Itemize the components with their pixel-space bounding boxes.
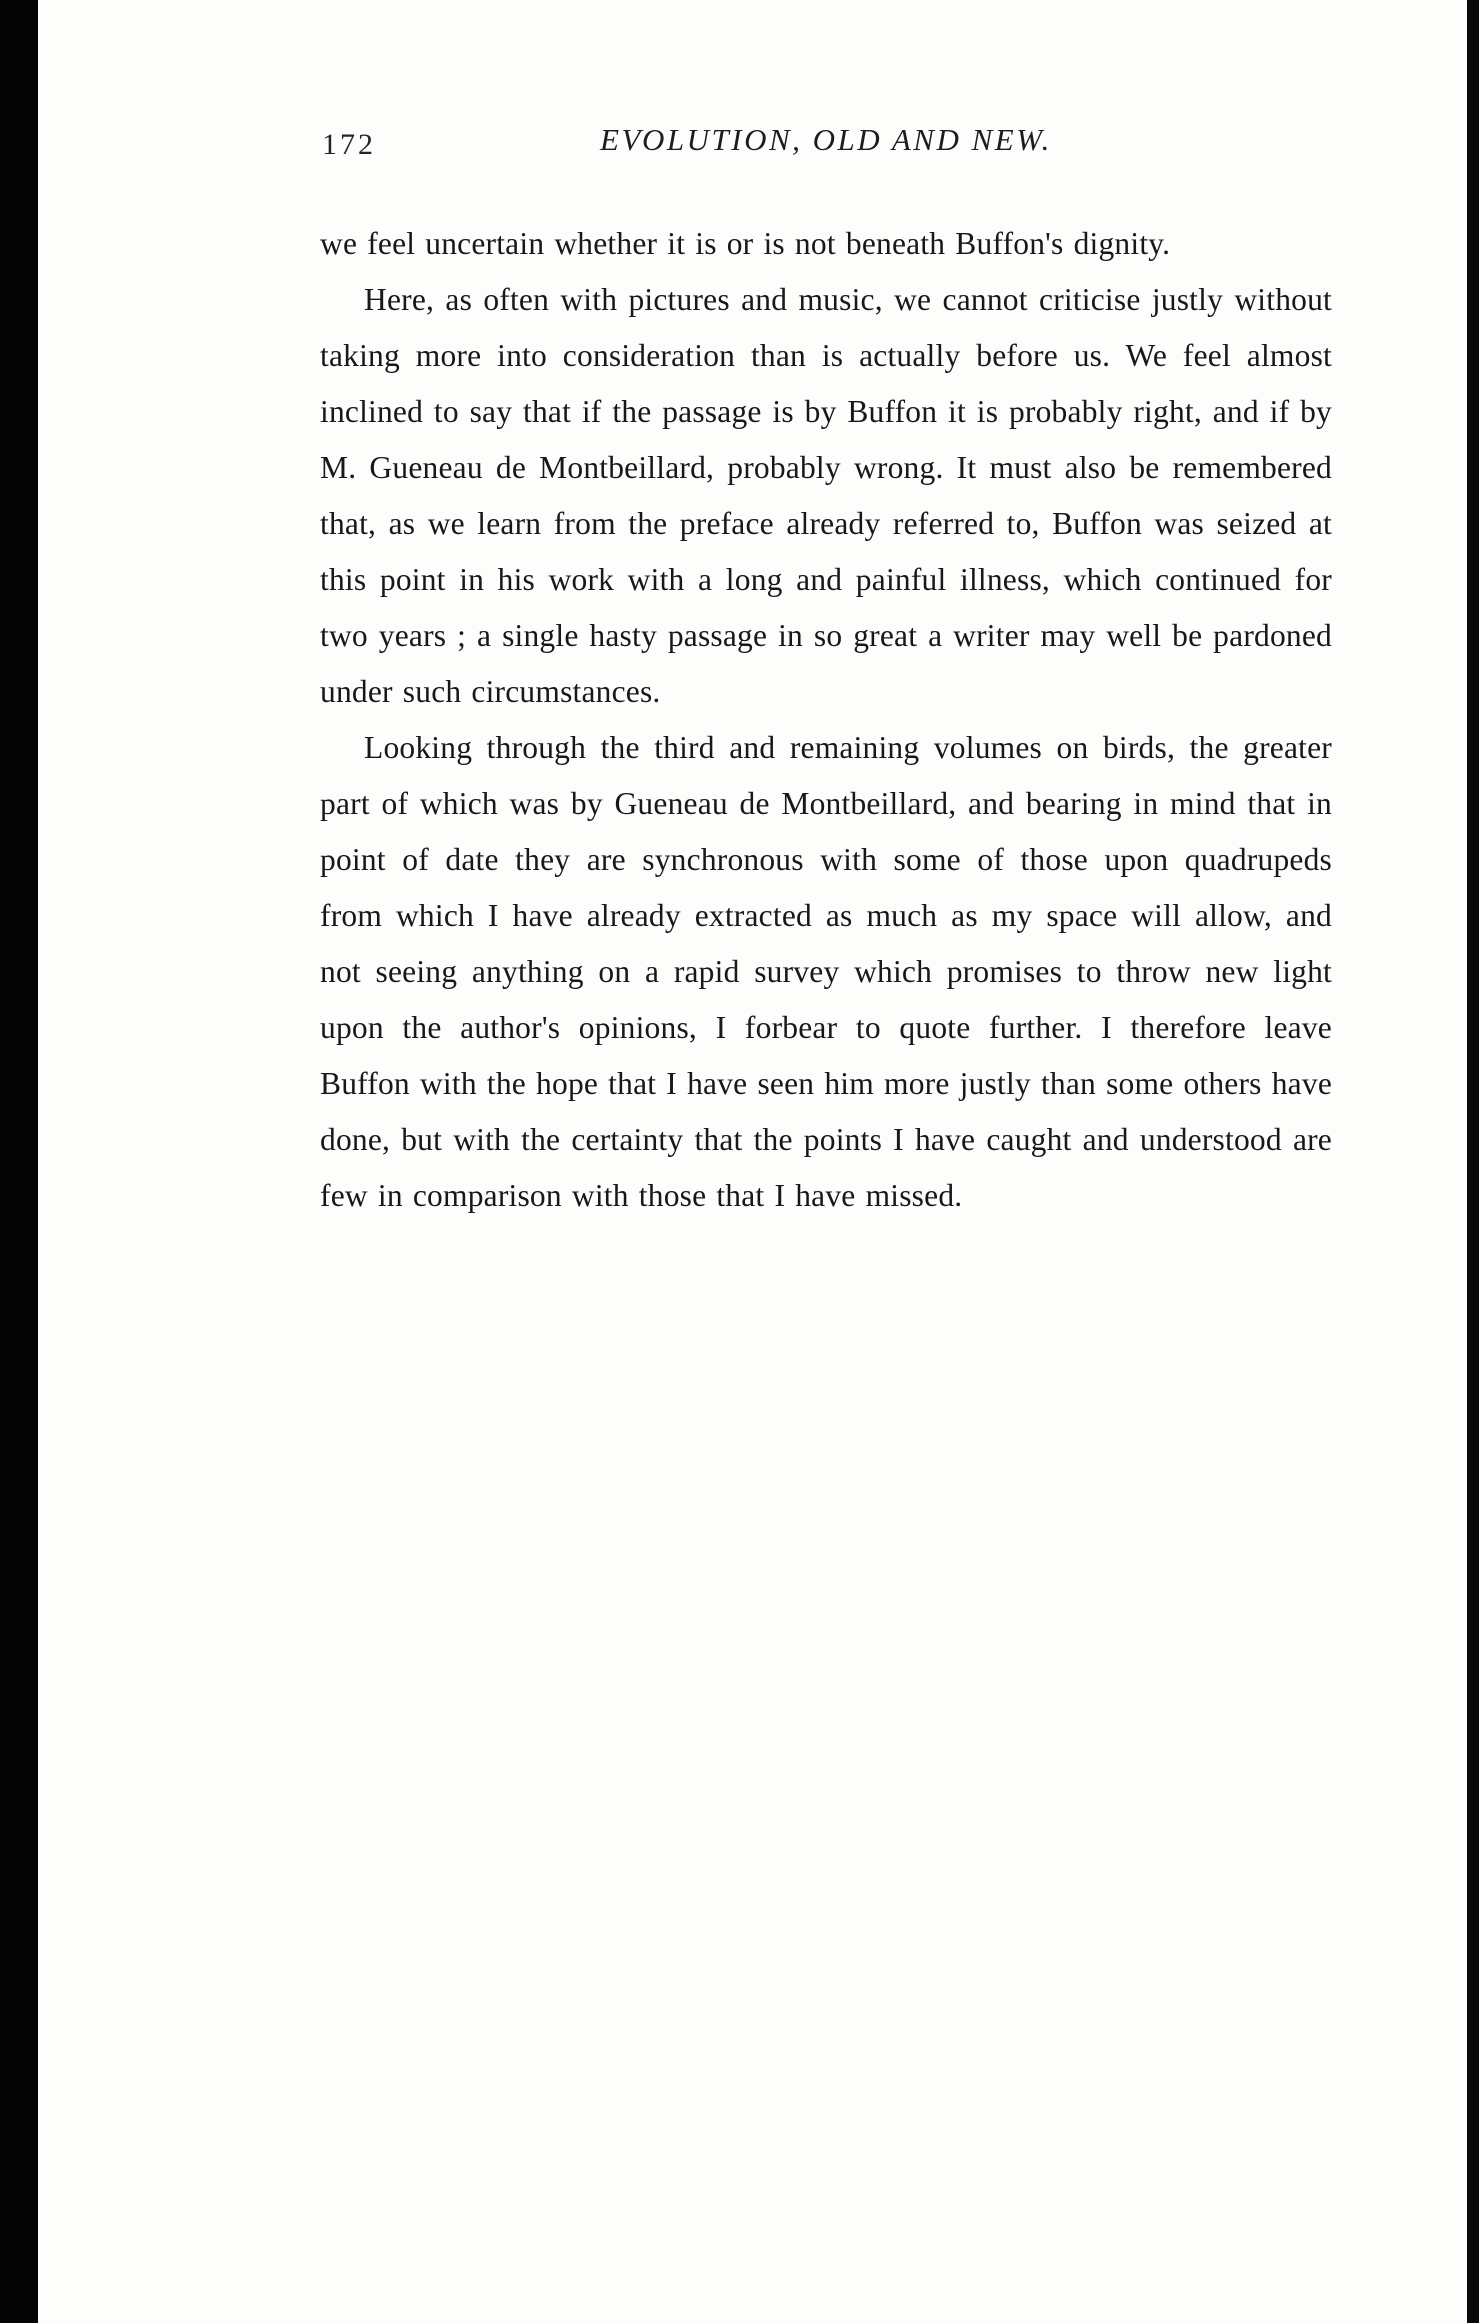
body-text [320,216,1332,1224]
page-content [320,122,1332,1224]
running-title: EVOLUTION, OLD AND NEW. [600,122,1052,157]
paragraph: Looking through the third and remaining volumes on birds, the greater part of which was by Gueneau de Montbeillard, and bearing in mind that in point of date they are synchronous with some of those upon quadrupeds from which I have already extracted as much as my space will allow, and not seeing anything on a rapid survey which promises to throw new light upon the author's opinions, I forbear to quote further. I therefore leave Buffon with the hope that I have seen him more justly than some others have done, but with the certainty that the points I have caught and understood are few in comparison with those that I have missed. [320,730,1332,1213]
page-number: 172 [322,128,376,161]
scan-edge-right [1467,0,1479,2323]
scan-edge-left [0,0,38,2323]
paragraph: Here, as often with pictures and music, we cannot criticise justly without taking more into consideration than is actually before us. We feel almost inclined to say that if the passage is by Buffon it is probably right, and if by M. Gueneau de Montbeillard, probably wrong. It must also be remembered that, as we learn from the preface already referred to, Buffon was seized at this point in his work with a long and painful illness, which continued for two years ; a single hasty passage in so great a writer may well be pardoned under such circumstances. [320,282,1332,709]
page-header [320,122,1332,178]
paragraph-continuation: we feel uncertain whether it is or is not beneath Buffon's dignity. [320,226,1171,261]
